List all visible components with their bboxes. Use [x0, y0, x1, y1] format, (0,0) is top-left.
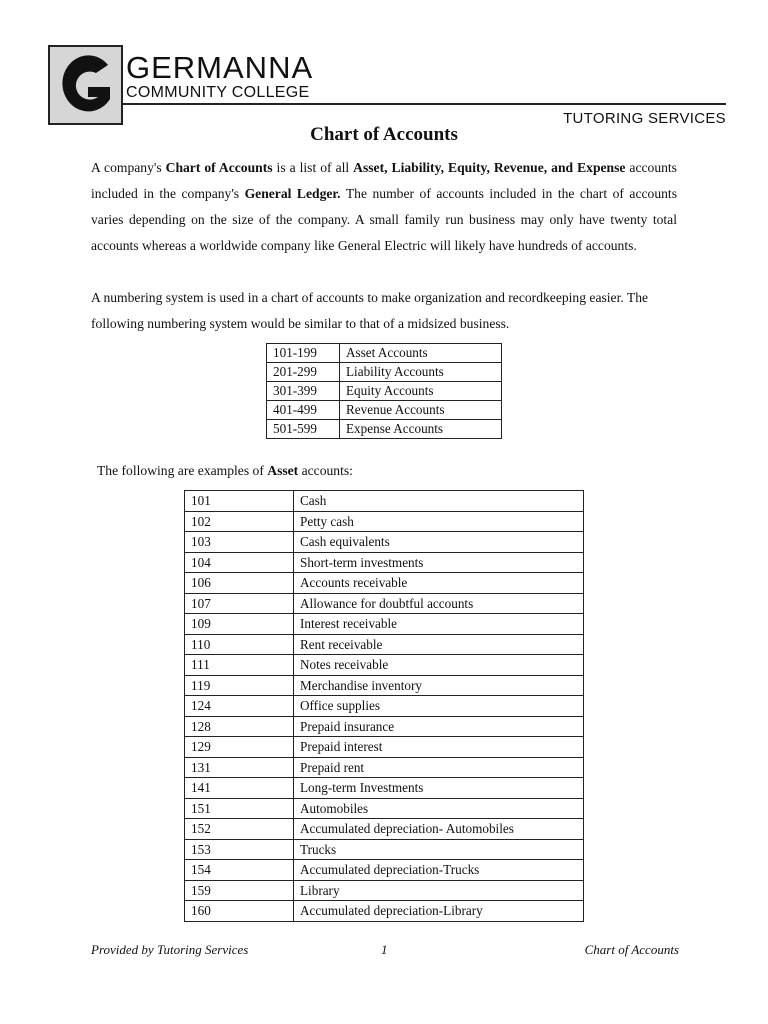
- college-name: GERMANNA: [126, 50, 314, 85]
- table-row: [185, 573, 584, 594]
- header-divider: [122, 103, 726, 105]
- range-cell: 201-299: [267, 363, 340, 382]
- account-number-cell: 110: [185, 634, 294, 655]
- account-name-cell: Cash equivalents: [294, 532, 584, 553]
- account-number-cell: 159: [185, 880, 294, 901]
- table-row: [185, 511, 584, 532]
- page-number: 1: [381, 942, 388, 957]
- account-name-cell: Allowance for doubtful accounts: [294, 593, 584, 614]
- account-number-cell: 101: [185, 491, 294, 512]
- table-row: [185, 593, 584, 614]
- account-number-cell: 129: [185, 737, 294, 758]
- account-name-cell: Prepaid insurance: [294, 716, 584, 737]
- account-number-cell: 106: [185, 573, 294, 594]
- table-row: [267, 344, 502, 363]
- table-row: [185, 552, 584, 573]
- account-number-cell: 128: [185, 716, 294, 737]
- footer-left: Provided by Tutoring Services: [91, 942, 249, 957]
- table-row: [185, 819, 584, 840]
- table-row: [185, 716, 584, 737]
- account-number-cell: 109: [185, 614, 294, 635]
- asset-intro: The following are examples of Asset accounts:: [97, 463, 353, 478]
- account-name-cell: Petty cash: [294, 511, 584, 532]
- account-number-cell: 102: [185, 511, 294, 532]
- account-number-cell: 104: [185, 552, 294, 573]
- account-name-cell: Long-term Investments: [294, 778, 584, 799]
- range-label-cell: Equity Accounts: [340, 382, 502, 401]
- account-name-cell: Office supplies: [294, 696, 584, 717]
- account-name-cell: Accumulated depreciation- Automobiles: [294, 819, 584, 840]
- department-label: TUTORING SERVICES: [563, 110, 726, 127]
- account-number-cell: 124: [185, 696, 294, 717]
- account-name-cell: Interest receivable: [294, 614, 584, 635]
- range-label-cell: Expense Accounts: [340, 420, 502, 439]
- table-row: [267, 363, 502, 382]
- account-name-cell: Prepaid interest: [294, 737, 584, 758]
- table-row: [267, 420, 502, 439]
- range-cell: 301-399: [267, 382, 340, 401]
- account-name-cell: Rent receivable: [294, 634, 584, 655]
- account-number-cell: 107: [185, 593, 294, 614]
- intro-paragraph: A company's Chart of Accounts is a list of all Asset, Liability, Equity, Revenue, and Expense accounts included in the company's General Ledger. The number of accounts included in the chart of accounts varies depending on the size of the company. A small family run business may only have twenty total accounts whereas a worldwide company like General Electric will likely have hundreds of accounts.: [91, 160, 677, 253]
- account-number-cell: 111: [185, 655, 294, 676]
- table-row: [185, 880, 584, 901]
- account-name-cell: Short-term investments: [294, 552, 584, 573]
- range-label-cell: Asset Accounts: [340, 344, 502, 363]
- account-name-cell: Prepaid rent: [294, 757, 584, 778]
- account-number-cell: 151: [185, 798, 294, 819]
- range-label-cell: Liability Accounts: [340, 363, 502, 382]
- account-name-cell: Accumulated depreciation-Trucks: [294, 860, 584, 881]
- account-number-cell: 131: [185, 757, 294, 778]
- table-row: [267, 382, 502, 401]
- table-row: [185, 798, 584, 819]
- account-number-cell: 160: [185, 901, 294, 922]
- table-row: [185, 675, 584, 696]
- table-row: [185, 614, 584, 635]
- account-number-cell: 141: [185, 778, 294, 799]
- table-row: [185, 634, 584, 655]
- account-name-cell: Automobiles: [294, 798, 584, 819]
- table-row: [185, 696, 584, 717]
- table-row: [185, 839, 584, 860]
- account-name-cell: Trucks: [294, 839, 584, 860]
- asset-accounts-table: [184, 490, 584, 922]
- table-row: [185, 655, 584, 676]
- numbering-paragraph: A numbering system is used in a chart of accounts to make organization and recordkeeping easier. The following numbering system would be similar to that of a midsized business.: [91, 290, 649, 331]
- table-row: [185, 757, 584, 778]
- table-row: [267, 401, 502, 420]
- account-number-cell: 153: [185, 839, 294, 860]
- account-name-cell: Accumulated depreciation-Library: [294, 901, 584, 922]
- account-number-cell: 103: [185, 532, 294, 553]
- page-title: Chart of Accounts: [310, 124, 458, 145]
- college-logo-icon: [48, 45, 123, 125]
- account-name-cell: Merchandise inventory: [294, 675, 584, 696]
- account-number-cell: 152: [185, 819, 294, 840]
- table-row: [185, 491, 584, 512]
- table-row: [185, 778, 584, 799]
- table-row: [185, 737, 584, 758]
- table-row: [185, 860, 584, 881]
- account-number-cell: 119: [185, 675, 294, 696]
- range-cell: 501-599: [267, 420, 340, 439]
- account-name-cell: Accounts receivable: [294, 573, 584, 594]
- table-row: [185, 901, 584, 922]
- college-subtitle: COMMUNITY COLLEGE: [126, 84, 310, 101]
- account-name-cell: Library: [294, 880, 584, 901]
- range-label-cell: Revenue Accounts: [340, 401, 502, 420]
- table-row: [185, 532, 584, 553]
- footer-right: Chart of Accounts: [584, 942, 679, 957]
- range-cell: 401-499: [267, 401, 340, 420]
- account-number-cell: 154: [185, 860, 294, 881]
- account-name-cell: Cash: [294, 491, 584, 512]
- account-range-table: [266, 343, 502, 439]
- range-cell: 101-199: [267, 344, 340, 363]
- account-name-cell: Notes receivable: [294, 655, 584, 676]
